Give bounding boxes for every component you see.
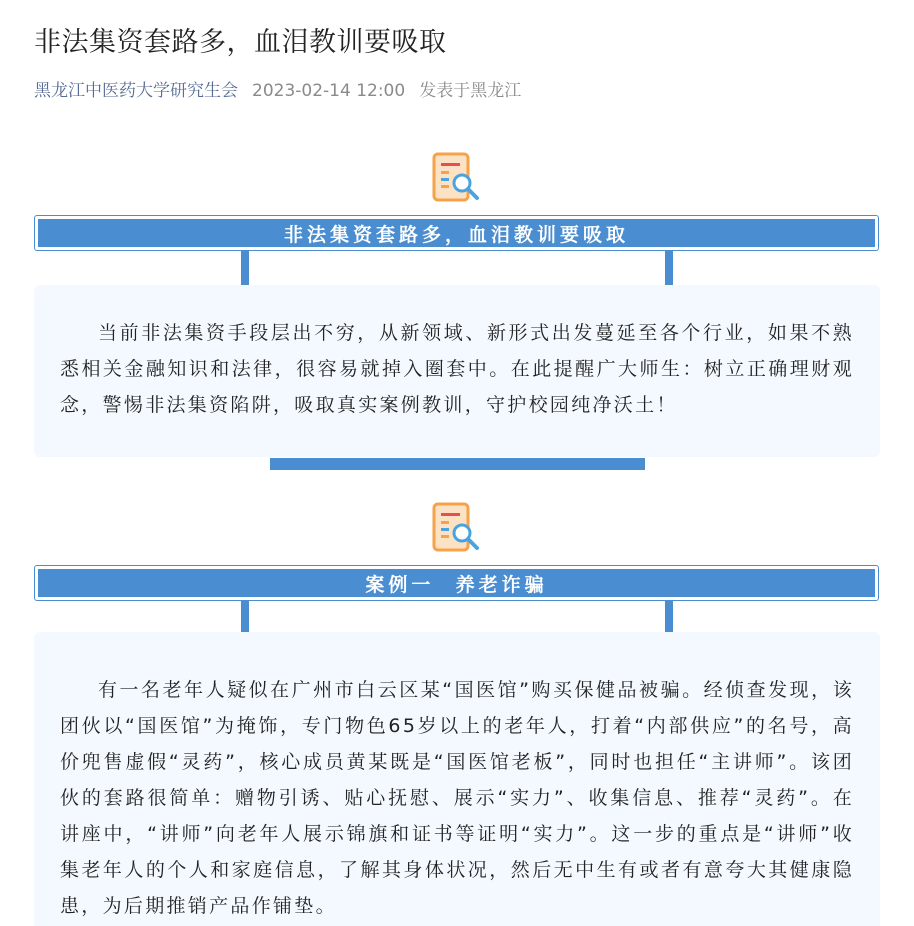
section-heading: 案例一 养老诈骗 (38, 569, 875, 597)
document-search-icon (432, 152, 482, 204)
section-heading: 非法集资套路多，血泪教训要吸取 (38, 219, 875, 247)
card-underbar (270, 458, 645, 470)
section-card (34, 632, 880, 926)
author-link[interactable]: 黑龙江中医药大学研究生会 (34, 81, 238, 101)
connector-bar (665, 601, 673, 632)
section-banner (34, 565, 879, 601)
connector-bar (241, 601, 249, 632)
section-paragraph: 当前非法集资手段层出不穷，从新领域、新形式出发蔓延至各个行业，如果不熟悉相关金融知识和法律，很容易就掉入圈套中。在此提醒广大师生：树立正确理财观念，警惕非法集资陷阱，吸取真实案例教训，守护校园纯净沃土！ (60, 322, 854, 416)
connector-bar (665, 251, 673, 285)
article-title: 非法集资套路多，血泪教训要吸取 (34, 27, 447, 58)
publish-location: 发表于黑龙江 (419, 81, 522, 101)
section-banner (34, 215, 879, 251)
article-meta (34, 76, 521, 101)
section-card (34, 285, 880, 457)
section-paragraph: 有一名老年人疑似在广州市白云区某“国医馆”购买保健品被骗。经侦查发现，该团伙以“国医馆”为掩饰，专门物色65岁以上的老年人，打着“内部供应”的名号，高价兜售虚假“灵药”，核心成员黄某既是“国医馆老板”，同时也担任“主讲师”。该团伙的套路很简单：赠物引诱、贴心抚慰、展示“实力”、收集信息、推荐“灵药”。在讲座中，“讲师”向老年人展示锦旗和证书等证明“实力”。这一步的重点是“讲师”收集老年人的个人和家庭信息，了解其身体状况，然后无中生有或者有意夸大其健康隐患，为后期推销产品作铺垫。 (60, 679, 854, 917)
connector-bar (241, 251, 249, 285)
publish-datetime: 2023-02-14 12:00 (252, 81, 406, 101)
document-search-icon (432, 502, 482, 554)
